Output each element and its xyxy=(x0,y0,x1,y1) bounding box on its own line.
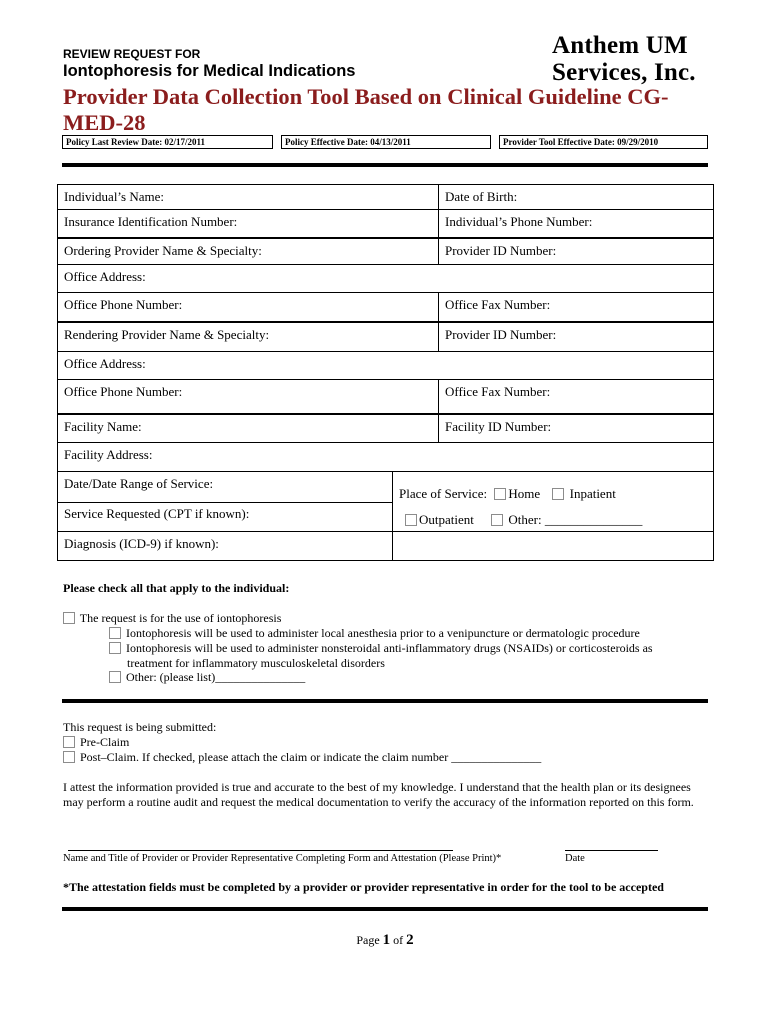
place-of-service-group xyxy=(399,486,616,502)
office-phone-field-2[interactable]: Office Phone Number: xyxy=(64,384,183,399)
pos-home-checkbox[interactable] xyxy=(494,488,506,500)
checklist-sub-item-1 xyxy=(109,626,640,641)
tool-effective-date: Provider Tool Effective Date: 09/29/2010 xyxy=(499,135,708,149)
row-ordering-provider xyxy=(58,237,713,264)
page-total: 2 xyxy=(406,932,414,948)
date-range-field[interactable]: Date/Date Range of Service: xyxy=(64,476,214,491)
company-logo-text xyxy=(552,32,696,86)
service-requested-field[interactable]: Service Requested (CPT if known): xyxy=(64,506,250,521)
page-of: of xyxy=(390,933,407,947)
page-number xyxy=(0,932,770,949)
nsaids-checkbox[interactable] xyxy=(109,642,121,654)
policy-effective-date: Policy Effective Date: 04/13/2011 xyxy=(281,135,491,149)
provider-info-table xyxy=(57,184,714,561)
other-checklist-field[interactable]: Other: (please list)_______________ xyxy=(126,670,306,684)
signature-label: Name and Title of Provider or Provider Representative Completing Form and Attestation (Please Print)* xyxy=(63,853,502,864)
place-of-service-label: Place of Service: xyxy=(399,486,488,501)
ordering-provider-field[interactable]: Ordering Provider Name & Specialty: xyxy=(64,243,262,258)
local-anesthesia-label: Iontophoresis will be used to administer local anesthesia prior to a venipuncture or dermatologic procedure xyxy=(126,626,640,640)
office-address-field-2[interactable]: Office Address: xyxy=(64,356,146,371)
pos-inpatient-checkbox[interactable] xyxy=(552,488,564,500)
row-office-address-2 xyxy=(58,351,713,379)
local-anesthesia-checkbox[interactable] xyxy=(109,627,121,639)
diagnosis-field[interactable]: Diagnosis (ICD-9) if known): xyxy=(64,536,219,551)
row-service-details xyxy=(58,471,713,531)
office-phone-field-1[interactable]: Office Phone Number: xyxy=(64,297,183,312)
row-facility-name xyxy=(58,413,713,442)
tool-title: Provider Data Collection Tool Based on Clinical Guideline CG-MED-28 xyxy=(63,84,669,135)
pos-other-field[interactable]: Other: _______________ xyxy=(508,512,643,527)
iontophoresis-request-checkbox[interactable] xyxy=(63,612,75,624)
pos-outpatient-checkbox[interactable] xyxy=(405,514,417,526)
facility-name-field[interactable]: Facility Name: xyxy=(64,419,142,434)
policy-last-review-date: Policy Last Review Date: 02/17/2011 xyxy=(62,135,273,149)
place-of-service-group-2 xyxy=(405,512,642,528)
page-prefix: Page xyxy=(356,933,383,947)
individual-name-field[interactable]: Individual’s Name: xyxy=(64,189,165,204)
signature-line[interactable] xyxy=(68,850,453,851)
provider-id-field-1[interactable]: Provider ID Number: xyxy=(445,243,557,258)
company-name-line2: Services, Inc. xyxy=(552,59,696,86)
facility-id-field[interactable]: Facility ID Number: xyxy=(445,419,552,434)
row-office-phone-2 xyxy=(58,379,713,413)
individual-phone-field[interactable]: Individual’s Phone Number: xyxy=(445,214,593,229)
post-claim-label[interactable]: Post–Claim. If checked, please attach the claim or indicate the claim number _______________ xyxy=(80,750,542,764)
checklist-sub-item-3 xyxy=(109,670,305,685)
date-label: Date xyxy=(565,853,585,864)
provider-id-field-2[interactable]: Provider ID Number: xyxy=(445,327,557,342)
pos-inpatient-label: Inpatient xyxy=(569,486,616,501)
pre-claim-option xyxy=(63,735,129,750)
row-facility-address xyxy=(58,442,713,471)
attestation-footnote: *The attestation fields must be completed by a provider or provider representative in order for the tool to be accepted xyxy=(63,880,664,894)
post-claim-option xyxy=(63,750,541,765)
rendering-provider-field[interactable]: Rendering Provider Name & Specialty: xyxy=(64,327,270,342)
iontophoresis-request-label: The request is for the use of iontophoresis xyxy=(79,611,282,625)
office-fax-field-1[interactable]: Office Fax Number: xyxy=(445,297,551,312)
pos-other-checkbox[interactable] xyxy=(491,514,503,526)
row-individual-name xyxy=(58,185,713,209)
insurance-id-field[interactable]: Insurance Identification Number: xyxy=(64,214,238,229)
pos-outpatient-label: Outpatient xyxy=(419,512,474,527)
divider-rule-2 xyxy=(62,699,708,703)
post-claim-checkbox[interactable] xyxy=(63,751,75,763)
date-of-birth-field[interactable]: Date of Birth: xyxy=(445,189,518,204)
nsaids-label-line2: treatment for inflammatory musculoskeletal disorders xyxy=(127,656,385,670)
row-rendering-provider xyxy=(58,321,713,351)
review-request-label: REVIEW REQUEST FOR xyxy=(63,47,201,61)
row-insurance-id xyxy=(58,209,713,237)
checklist-main-item xyxy=(63,611,281,626)
submission-intro: This request is being submitted: xyxy=(63,720,217,734)
nsaids-label-line1: Iontophoresis will be used to administer nonsteroidal anti-inflammatory drugs (NSAIDs) or corticosteroids as xyxy=(126,641,653,655)
attestation-text: I attest the information provided is true and accurate to the best of my knowledge. I understand that the health plan or its designees may perform a routine audit and request the medical documentation to verify the accuracy of the information reported on this form. xyxy=(63,780,694,809)
review-subject: Iontophoresis for Medical Indications xyxy=(63,62,356,80)
policy-dates-row xyxy=(62,135,708,149)
checklist-sub-item-2 xyxy=(109,641,653,656)
checklist-heading: Please check all that apply to the individual: xyxy=(63,581,290,595)
office-fax-field-2[interactable]: Office Fax Number: xyxy=(445,384,551,399)
date-line[interactable] xyxy=(565,850,658,851)
other-checklist-checkbox[interactable] xyxy=(109,671,121,683)
page-current: 1 xyxy=(382,932,391,948)
pre-claim-label: Pre-Claim xyxy=(80,735,130,749)
pre-claim-checkbox[interactable] xyxy=(63,736,75,748)
company-name-line1: Anthem UM xyxy=(552,32,688,59)
divider-rule-3 xyxy=(62,907,708,911)
facility-address-field[interactable]: Facility Address: xyxy=(64,447,153,462)
row-office-phone-1 xyxy=(58,292,713,321)
pos-home-label: Home xyxy=(508,486,541,501)
divider-rule xyxy=(62,163,708,167)
row-diagnosis xyxy=(58,531,713,560)
row-office-address-1 xyxy=(58,264,713,292)
office-address-field-1[interactable]: Office Address: xyxy=(64,269,146,284)
